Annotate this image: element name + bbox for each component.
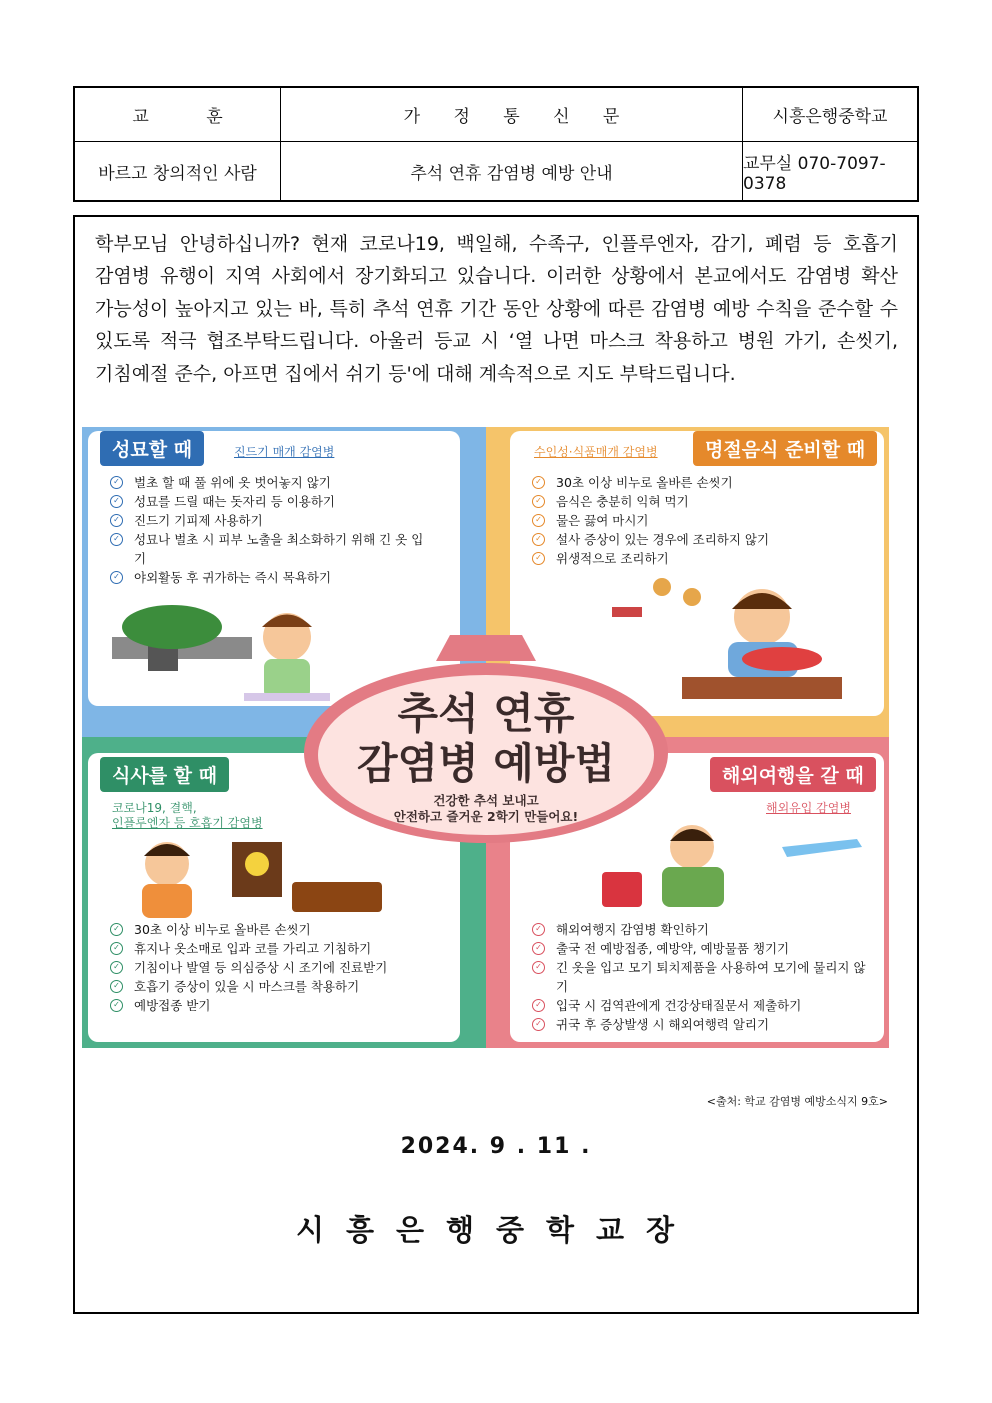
center-title-1: 추석 연휴 [397, 689, 575, 738]
sub-tick-borne: 진드기 매개 감염병 [234, 445, 335, 459]
intro-paragraph: 학부모님 안녕하십니까? 현재 코로나19, 백일해, 수족구, 인플루엔자, 감기, 폐렴 등 호흡기 감염병 유행이 지역 사회에서 장기화되고 있습니다. 이러한 상황에서 본교에서도 감염병 확산 가능성이 높아지고 있는 바, 특히 추석 연휴 기간 동안 상황에 따른 감염병 예방 수칙을 준수할 수 있도록 적극 협조부탁드립니다. 아울러 등교 시 ‘열 나면 마스크 착용하고 병원 가기, 손씻기, 기침예절 준수, 아프면 집에서 쉬기 등'에 대해 계속적으로 지도 부탁드립니다. [95, 233, 898, 385]
document-title: 가 정 통 신 문 [281, 88, 743, 142]
checklist-text: 호흡기 증상이 있을 시 마스크를 착용하기 [134, 979, 360, 994]
checklist-text: 해외여행지 감염병 확인하기 [556, 922, 709, 937]
check-circle-icon: ✓ [532, 923, 545, 936]
check-circle-icon: ✓ [110, 999, 123, 1012]
list-food-prep [532, 473, 862, 568]
sub-respiratory-2: 인플루엔자 등 호흡기 감염병 [112, 816, 263, 830]
check-circle-icon: ✓ [532, 942, 545, 955]
check-circle-icon: ✓ [110, 942, 123, 955]
checklist-text: 귀국 후 증상발생 시 해외여행력 알리기 [556, 1017, 770, 1032]
motto-label: 교 훈 [75, 88, 281, 142]
checklist-text: 입국 시 검역관에게 건강상태질문서 제출하기 [556, 998, 802, 1013]
checklist-item [110, 530, 430, 568]
checklist-item [532, 958, 872, 996]
checklist-text: 음식은 충분히 익혀 먹기 [556, 494, 689, 509]
sub-respiratory-1: 코로나19, 결핵, [112, 801, 197, 815]
center-title-2: 감염병 예방법 [356, 739, 616, 788]
checklist-text: 기침이나 발열 등 의심증상 시 조기에 진료받기 [134, 960, 388, 975]
checklist-text: 예방접종 받기 [134, 998, 211, 1013]
tag-travel: 해외여행을 갈 때 [710, 757, 876, 792]
checklist-text: 30초 이상 비누로 올바른 손씻기 [556, 475, 733, 490]
check-circle-icon: ✓ [532, 1018, 545, 1031]
checklist-text: 긴 옷을 입고 모기 퇴치제품을 사용하여 모기에 물리지 않기 [556, 960, 866, 994]
checklist-item [110, 511, 430, 530]
checklist-item [532, 939, 872, 958]
source-note: <출처: 학교 감염병 예방소식지 9호> [706, 1095, 888, 1108]
checklist-item [110, 996, 450, 1015]
prevention-poster [82, 427, 889, 1048]
checklist-text: 위생적으로 조리하기 [556, 551, 669, 566]
header-table [73, 86, 919, 202]
checklist-text: 30초 이상 비누로 올바른 손씻기 [134, 922, 311, 937]
check-circle-icon: ✓ [532, 999, 545, 1012]
list-travel [532, 920, 872, 1034]
sub-imported: 해외유입 감염병 [766, 801, 851, 815]
list-grave-visit [110, 473, 430, 587]
checklist-item [532, 1015, 872, 1034]
check-circle-icon: ✓ [110, 533, 123, 546]
school-name: 시흥은행중학교 [743, 88, 917, 142]
check-circle-icon: ✓ [110, 961, 123, 974]
checklist-item [532, 511, 862, 530]
notice-subject: 추석 연휴 감염병 예방 안내 [281, 142, 743, 200]
tag-food-prep: 명절음식 준비할 때 [693, 431, 877, 466]
sub-waterborne: 수인성·식품매개 감염병 [534, 445, 658, 459]
school-motto: 바르고 창의적인 사람 [75, 142, 281, 200]
contact-number: 교무실 070-7097-0378 [743, 153, 886, 194]
check-circle-icon: ✓ [110, 571, 123, 584]
checklist-text: 출국 전 예방접종, 예방약, 예방물품 챙기기 [556, 941, 790, 956]
checklist-item [110, 958, 450, 977]
checklist-item [110, 473, 430, 492]
checklist-item [110, 920, 450, 939]
check-circle-icon: ✓ [532, 552, 545, 565]
checklist-text: 물은 끓여 마시기 [556, 513, 649, 528]
checklist-item [532, 492, 862, 511]
check-circle-icon: ✓ [532, 533, 545, 546]
check-circle-icon: ✓ [110, 514, 123, 527]
checklist-text: 설사 증상이 있는 경우에 조리하지 않기 [556, 532, 770, 547]
checklist-item [532, 920, 872, 939]
tag-grave-visit: 성묘할 때 [100, 431, 204, 466]
checklist-item [110, 939, 450, 958]
center-sub-2: 안전하고 즐거운 2학기 만들어요! [393, 809, 579, 824]
checklist-item [110, 568, 430, 587]
list-meal [110, 920, 450, 1015]
check-circle-icon: ✓ [110, 923, 123, 936]
check-circle-icon: ✓ [110, 476, 123, 489]
checklist-text: 성묘를 드릴 때는 돗자리 등 이용하기 [134, 494, 335, 509]
check-circle-icon: ✓ [110, 495, 123, 508]
checklist-item [532, 996, 872, 1015]
checklist-text: 성묘나 벌초 시 피부 노출을 최소화하기 위해 긴 옷 입기 [134, 532, 424, 566]
checklist-item [110, 977, 450, 996]
check-circle-icon: ✓ [532, 961, 545, 974]
checklist-text: 휴지나 옷소매로 입과 코를 가리고 기침하기 [134, 941, 372, 956]
issue-date: 2024. 9 . 11 . [400, 1134, 592, 1159]
meal-illustration [132, 832, 392, 922]
center-emblem [300, 625, 672, 845]
check-circle-icon: ✓ [532, 476, 545, 489]
tag-meal: 식사를 할 때 [100, 757, 229, 792]
checklist-text: 야외활동 후 귀가하는 즉시 목욕하기 [134, 570, 332, 585]
checklist-text: 진드기 기피제 사용하기 [134, 513, 263, 528]
checklist-text: 벌초 할 때 풀 위에 옷 벗어놓지 않기 [134, 475, 331, 490]
center-sub-1: 건강한 추석 보내고 [433, 793, 539, 808]
checklist-item [532, 549, 862, 568]
checklist-item [110, 492, 430, 511]
principal-signature: 시흥은행중학교장 [295, 1213, 697, 1247]
checklist-item [532, 473, 862, 492]
check-circle-icon: ✓ [532, 514, 545, 527]
checklist-item [532, 530, 862, 549]
check-circle-icon: ✓ [110, 980, 123, 993]
check-circle-icon: ✓ [532, 495, 545, 508]
